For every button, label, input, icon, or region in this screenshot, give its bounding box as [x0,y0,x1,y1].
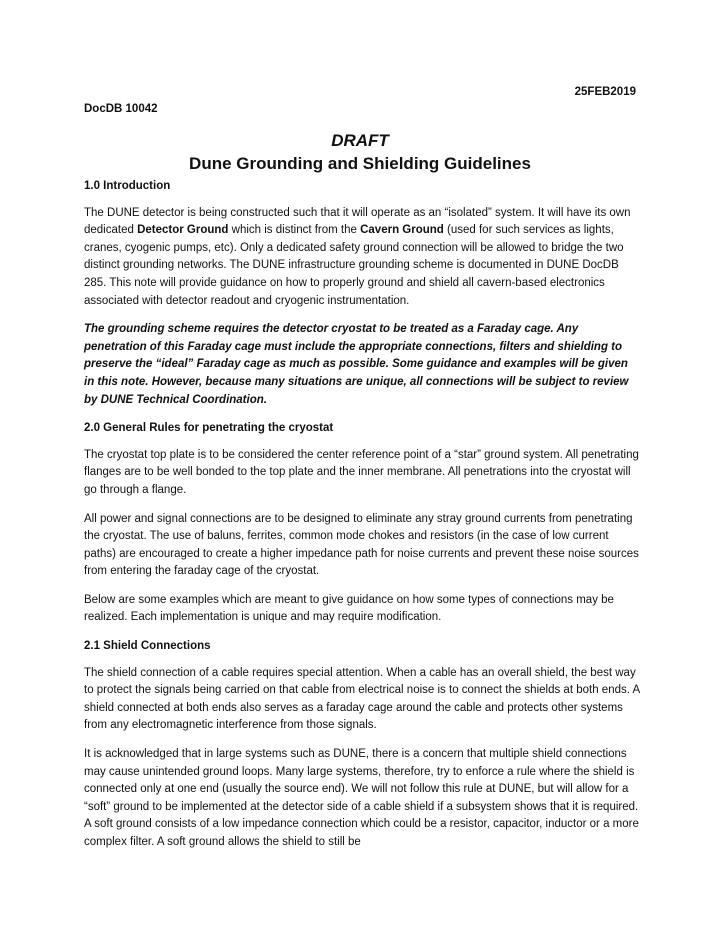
term-cavern-ground: Cavern Ground [360,224,444,237]
section-heading-introduction: 1.0 Introduction [84,180,171,192]
document-title: Dune Grounding and Shielding Guidelines [189,154,531,173]
section-heading-general-rules: 2.0 General Rules for penetrating the cryostat [84,422,334,435]
term-detector-ground: Detector Ground [137,224,229,237]
general-rules-paragraph-2: All power and signal connections are to be designed to eliminate any stray ground currents from penetrating the cryostat. The use of baluns, ferrites, common mode chokes and resistors (in the case of low current paths) are encouraged to create a higher impedance path for noise currents and prevent these noise sources from entering the faraday cage of the cryostat. [84,512,639,578]
intro-text-1: The DUNE detector is being constructed such that it will operate as an “isolated” system. It will have its own dedicated [84,206,631,237]
draft-label: DRAFT [331,131,389,150]
faraday-cage-paragraph: The grounding scheme requires the detector cryostat to be treated as a Faraday cage. Any penetration of this Faraday cage must include the appropriate connections, filters and shielding to preserve the “ideal” Faraday cage as much as possible. Some guidance and examples will be given in this note. However, because many situations are unique, all connections will be subject to review by DUNE Technical Coordination. [84,323,629,406]
shield-paragraph-2: It is acknowledged that in large systems such as DUNE, there is a concern that multiple shield connections may cause unintended ground loops. Many large systems, therefore, try to enforce a rule where the shield is connected only at one end (usually the source end). We will not follow this rule at DUNE, but will allow for a “soft” ground to be implemented at the detector side of a cable shield if a subsystem shows that it is required. A soft ground consists of a low impedance connection which could be a resistor, capacitor, inductor or a more complex filter. A soft ground allows the shield to still be [84,748,639,848]
intro-text-3: (used for such services as lights, cranes, cyogenic pumps, etc). Only a dedicated safety ground connection will be allowed to bridge the two distinct grounding networks. The DUNE infrastructure grounding scheme is documented in DUNE DocDB 285. This note will provide guidance on how to properly ground and shield all cavern-based electronics associated with detector readout and cryogenic instrumentation. [84,224,624,307]
intro-paragraph [84,205,640,311]
docdb-number: DocDB 10042 [84,103,158,115]
intro-text-2: which is distinct from the [228,224,361,237]
document-body [84,178,640,863]
shield-paragraph-1: The shield connection of a cable requires special attention. When a cable has an overall shield, the best way to protect the signals being carried on that cable from electrical noise is to connect the shields at both ends. A shield connected at both ends also serves as a faraday cage around the cable and protects other systems from any electromagnetic interference from those signals. [84,666,640,732]
document-date: 25FEB2019 [574,86,636,98]
section-heading-shield-connections: 2.1 Shield Connections [84,640,211,653]
general-rules-paragraph-3: Below are some examples which are meant to give guidance on how some types of connections may be realized. Each implementation is unique and may require modification. [84,593,614,624]
general-rules-paragraph-1: The cryostat top plate is to be considered the center reference point of a “star” ground system. All penetrating flanges are to be well bonded to the top plate and the inner membrane. All penetrations into the cryostat will go through a flange. [84,448,639,496]
